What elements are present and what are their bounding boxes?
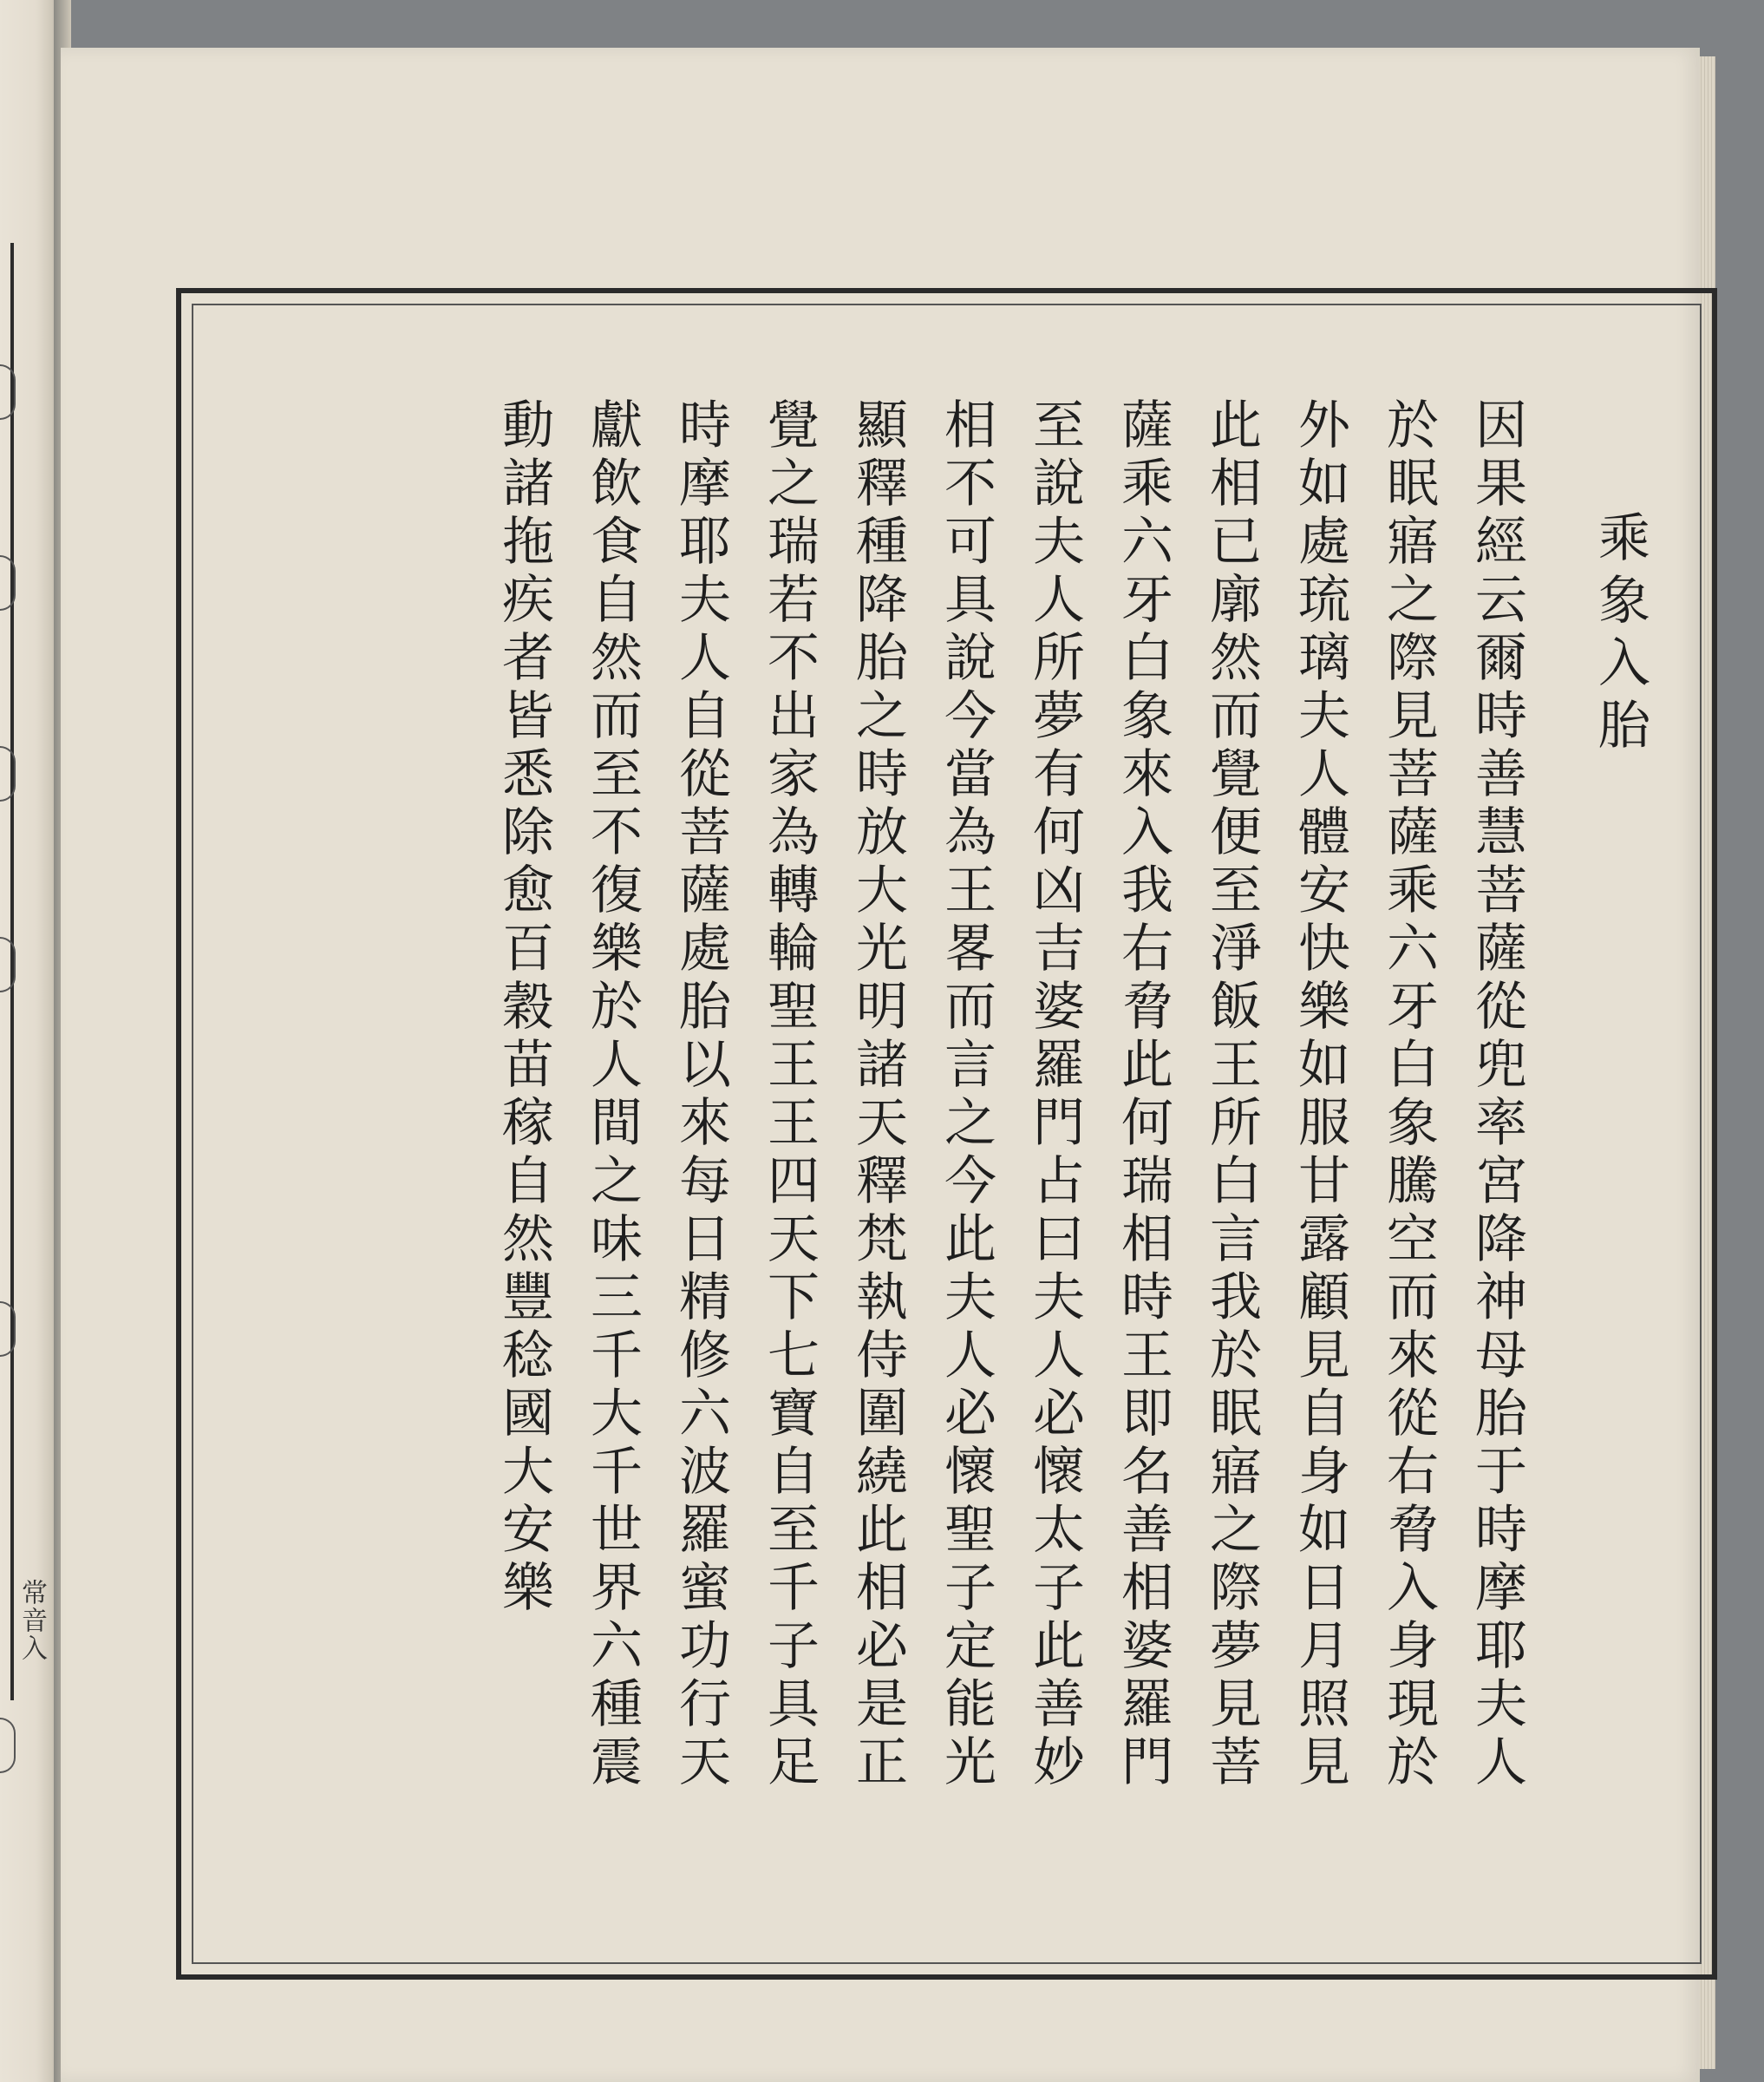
left-page-ornament bbox=[0, 746, 16, 802]
printed-frame bbox=[176, 288, 1717, 1980]
text-column: 覺之瑞若不出家為轉輪聖王王四天下七寶自至千子具足 bbox=[759, 397, 820, 1792]
marginal-note: 常音入 bbox=[16, 1579, 47, 1662]
text-column: 薩乘六牙白象來入我右脅此何瑞相時王即名善相婆羅門 bbox=[1113, 397, 1173, 1792]
text-column: 於眠寤之際見菩薩乘六牙白象騰空而來從右脅入身現於 bbox=[1378, 397, 1439, 1792]
left-page-ornament bbox=[0, 1718, 16, 1773]
text-column: 因果經云爾時善慧菩薩從兜率宮降神母胎于時摩耶夫人 bbox=[1467, 397, 1527, 1792]
left-page-ornament bbox=[0, 937, 16, 992]
text-column: 獻飲食自然而至不復樂於人間之味三千大千世界六種震 bbox=[582, 397, 643, 1792]
book-page bbox=[61, 48, 1700, 2082]
text-column: 顯釋種降胎之時放大光明諸天釋梵執侍圍繞此相必是正 bbox=[847, 397, 908, 1792]
vertical-text-block bbox=[480, 397, 1664, 1889]
text-column: 相不可具說今當為王畧而言之今此夫人必懷聖子定能光 bbox=[936, 397, 996, 1792]
text-column: 時摩耶夫人自從菩薩處胎以來每日精修六波羅蜜功行天 bbox=[670, 397, 731, 1792]
left-page-ornament bbox=[0, 1301, 16, 1357]
left-page-ornament bbox=[0, 555, 16, 611]
text-column: 至說夫人所夢有何凶吉婆羅門占曰夫人必懷太子此善妙 bbox=[1024, 397, 1085, 1792]
left-page-ornament bbox=[0, 364, 16, 420]
facing-left-page bbox=[0, 0, 61, 2082]
page-title: 乘象入胎 bbox=[1590, 510, 1650, 760]
text-column: 外如處琉璃夫人體安快樂如服甘露顧見自身如日月照見 bbox=[1290, 397, 1350, 1792]
text-column: 動諸拖疾者皆悉除愈百穀苗稼自然豐稔國大安樂 bbox=[493, 397, 554, 1618]
text-column: 此相已廓然而覺便至淨飯王所白言我於眠寤之際夢見菩 bbox=[1201, 397, 1262, 1792]
